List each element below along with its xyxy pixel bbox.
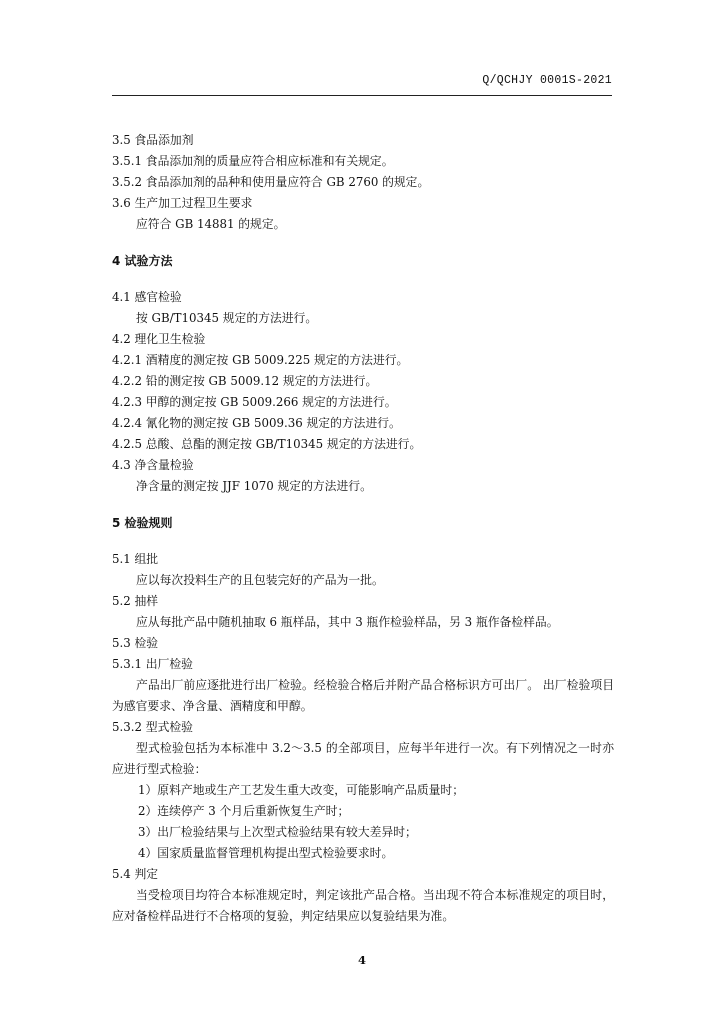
standard-code: Q/QCHJY 0001S-2021 [482, 74, 612, 87]
section-3-5-1: 3.5.1 食品添加剂的质量应符合相应标准和有关规定。 [112, 154, 394, 168]
section-3-5-2: 3.5.2 食品添加剂的品种和使用量应符合 GB 2760 的规定。 [112, 175, 430, 189]
section-4-2-2: 4.2.2 铅的测定按 GB 5009.12 规定的方法进行。 [112, 374, 378, 388]
chapter-5-heading: 5 检验规则 [112, 516, 173, 530]
section-5-3-2-body: 型式检验包括为本标准中 3.2～3.5 的全部项目，应每半年进行一次。有下列情况之一时亦应进行型式检验： [112, 741, 614, 776]
section-5-3-1-body: 产品出厂前应逐批进行出厂检验。经检验合格后并附产品合格标识方可出厂。 出厂检验项目为感官要求、净含量、酒精度和甲醇。 [112, 678, 614, 713]
section-4-3-heading: 4.3 净含量检验 [112, 458, 194, 472]
section-3-6-heading: 3.6 生产加工过程卫生要求 [112, 196, 253, 210]
list-item: 2）连续停产 3 个月后重新恢复生产时； [138, 804, 350, 818]
section-4-1-body: 按 GB/T10345 规定的方法进行。 [136, 311, 318, 325]
section-5-3-heading: 5.3 检验 [112, 636, 159, 650]
section-4-2-5: 4.2.5 总酸、总酯的测定按 GB/T10345 规定的方法进行。 [112, 437, 422, 451]
section-5-1-heading: 5.1 组批 [112, 552, 159, 566]
section-3-6-body: 应符合 GB 14881 的规定。 [136, 217, 286, 231]
section-4-2-3: 4.2.3 甲醇的测定按 GB 5009.266 规定的方法进行。 [112, 395, 397, 409]
document-body [112, 130, 614, 927]
section-4-3-body: 净含量的测定按 JJF 1070 规定的方法进行。 [136, 479, 372, 493]
section-5-1-body: 应以每次投料生产的且包装完好的产品为一批。 [136, 573, 384, 587]
page-number: 4 [357, 953, 366, 967]
section-5-2-heading: 5.2 抽样 [112, 594, 159, 608]
section-3-5-heading: 3.5 食品添加剂 [112, 133, 194, 147]
section-4-2-1: 4.2.1 酒精度的测定按 GB 5009.225 规定的方法进行。 [112, 353, 409, 367]
section-4-2-heading: 4.2 理化卫生检验 [112, 332, 206, 346]
section-4-2-4: 4.2.4 氰化物的测定按 GB 5009.36 规定的方法进行。 [112, 416, 401, 430]
list-item: 1）原料产地或生产工艺发生重大改变，可能影响产品质量时； [138, 783, 465, 797]
section-4-1-heading: 4.1 感官检验 [112, 290, 182, 304]
header-divider [112, 95, 612, 96]
section-5-4-heading: 5.4 判定 [112, 867, 159, 881]
section-5-3-1-heading: 5.3.1 出厂检验 [112, 657, 193, 671]
section-5-2-body: 应从每批产品中随机抽取 6 瓶样品，其中 3 瓶作检验样品，另 3 瓶作备检样品。 [136, 615, 559, 629]
section-5-3-2-heading: 5.3.2 型式检验 [112, 720, 193, 734]
list-item: 4）国家质量监督管理机构提出型式检验要求时。 [138, 846, 394, 860]
list-item: 3）出厂检验结果与上次型式检验结果有较大差异时； [138, 825, 417, 839]
chapter-4-heading: 4 试验方法 [112, 254, 173, 268]
section-5-4-body: 当受检项目均符合本标准规定时，判定该批产品合格。当出现不符合本标准规定的项目时，应对备检样品进行不合格项的复验，判定结果应以复验结果为准。 [112, 888, 614, 923]
